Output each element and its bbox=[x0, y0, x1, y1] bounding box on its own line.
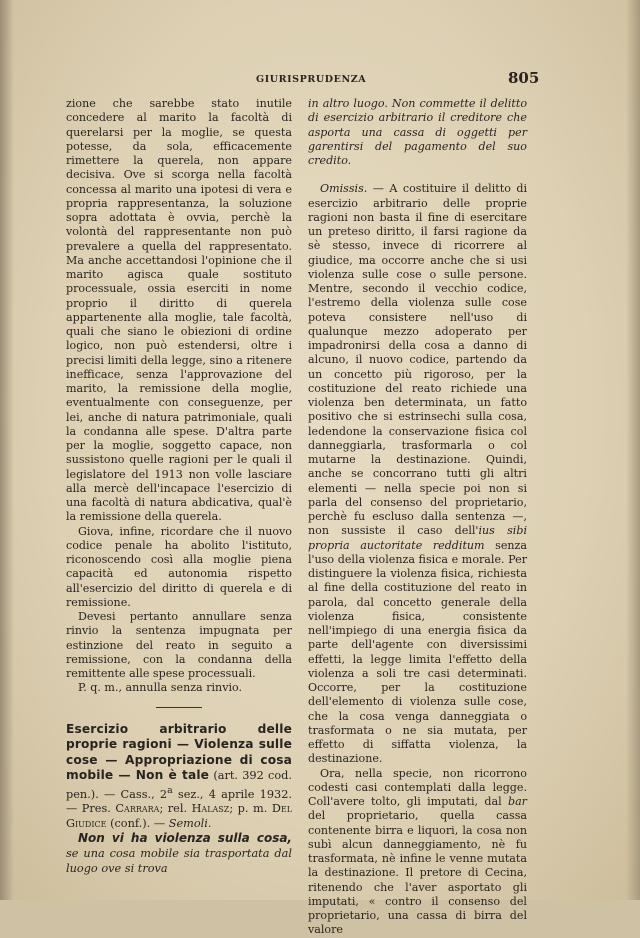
headnote-party: Semoli. bbox=[168, 816, 212, 830]
page-edge-shadow-left bbox=[0, 0, 14, 900]
bar-word: bar bbox=[507, 795, 527, 808]
headnote-title: Esercizio arbitrario delle proprie ragioni — Violenza sulle cose — Appropriazione di cosa mobile — Non è tale bbox=[66, 721, 292, 783]
page-number: 805 bbox=[508, 69, 540, 87]
omissis-label: Omissis. bbox=[320, 182, 368, 196]
headnote-rapporteur: Halasz bbox=[191, 802, 230, 816]
paragraph-ruling: P. q. m., annulla senza rinvio. bbox=[78, 681, 243, 695]
headnote-rel-label: ; rel. bbox=[159, 802, 188, 816]
page-edge-shadow-right bbox=[626, 0, 640, 900]
headnote-superscript: a bbox=[167, 784, 173, 796]
maxim-continuation: in altro luogo. Non commette il delitto di esercizio arbitrario il creditore che asporta una cassa di oggetti per garentirsi del pagamento del suo credito. bbox=[308, 97, 527, 167]
headnote-president: Carrara bbox=[115, 802, 160, 816]
section-divider bbox=[156, 707, 202, 708]
headnote-citation: (art. 392 cod. pen.). — Cass., 2 bbox=[66, 769, 292, 801]
left-column bbox=[66, 97, 292, 876]
section-title: GIURISPRUDENZA bbox=[256, 74, 367, 85]
paragraph-continued: zione che sarebbe stato inutile concedere al marito la facoltà di querelarsi per la moglie, se questa potesse, da sola, efficacemente rimettere la querela, non appare decisiva. Ove si scorga nella facoltà concessa al marito una ipotesi di vera e propria rappresentanza, la soluzione sopra adottata è ovvia, perchè la volontà del rappresentante non può prevalere a quella del rappresentato. Ma anche accettandosi l'opinione che il marito agisca quale sostituto processuale, ossia eserciti in nome proprio il diritto di querela appartenente alla moglie, tale facoltà, quali che siano le obiezioni di ordine logico, non può estendersi, oltre i precisi limiti della legge, sino a ritenere inefficace, senza l'approvazione del marito, la remissione della moglie, eventualmente con conseguenze, per lei, anche di natura patrimoniale, quali la condanna alle spese. D'altra parte per la moglie, soggetto capace, non sussistono quelle ragioni per le quali il legislatore del 1913 non volle lasciare alla mercè dell'incapace l'esercizio di una facoltà di natura abdicativa, qual'è la remissione della querela. bbox=[66, 97, 292, 524]
omissis-text-end: senza l'uso della violenza fisica e morale. Per distinguere la violenza fisica, richiesta al fine della costituzione del reato in parola, dal concetto generale della violenza fisica, consistente nell'impiego di una energia fisica da parte dell'agente con diversissimi effetti, la legge limita l'effetto della violenza a soli tre casi determinati. Occorre, per la costituzione dell'elemento di violenza sulle cose, che la cosa venga danneggiata o trasformata o ne sia mutata, per effetto di siffatta violenza, la destinazione. bbox=[308, 538, 527, 766]
headnote-citation-date: sez., 4 aprile 1932. — Pres. bbox=[66, 787, 292, 816]
headnote-pm-label: ; p. m. bbox=[229, 802, 268, 816]
facts-text-a: Ora, nella specie, non ricorrono codesti casi contemplati dalla legge. Coll'avere tolto, gli imputati, dal bbox=[308, 766, 527, 808]
right-column bbox=[308, 97, 527, 938]
latin-phrase: ius sibi propria auctoritate redditum bbox=[308, 524, 527, 552]
maxim-lead: Non vi ha violenza sulla cosa, bbox=[78, 831, 292, 846]
paragraph-facts bbox=[308, 767, 527, 938]
headnote-conf: (conf.). — bbox=[110, 816, 166, 830]
paragraph-conclusion: Devesi pertanto annullare senza rinvio la sentenza impugnata per estinzione del reato in seguito a remissione, con la condanna della remittente alle spese processuali. bbox=[66, 610, 292, 680]
case-maxim bbox=[66, 831, 292, 876]
paragraph-omissis bbox=[308, 182, 527, 766]
omissis-text: — A costituire il delitto di esercizio arbitrario delle proprie ragioni non basta il fine di esercitare un preteso diritto, il farsi ragione da sè stesso, invece di ricorrere al giudice, ma occorre anche che si usi violenza sulle cose o sulle persone. Mentre, secondo il vecchio codice, l'estremo della violenza sulle cose poteva consistere nell'uso di qualunque mezzo adoperato per impadronirsi della cosa a danno di alcuno, il nuovo codice, partendo da un concetto più rigoroso, per la costituzione del reato richiede una violenza ben determinata, un fatto positivo che si estrinsechi sulla cosa, ledendone la conservazione fisica col danneggiarla, trasformarla o col mutarne la destinazione. Quindi, anche se concorrano tutti gli altri elementi — nella specie poi non si parla del consenso del proprietario, perchè fu escluso dalla sentenza —, non sussiste il caso dell' bbox=[308, 182, 527, 538]
maxim-text: se una cosa mobile sia trasportata dal luogo ove si trova bbox=[66, 847, 292, 875]
running-header bbox=[0, 69, 640, 92]
facts-text-b: del proprietario, quella cassa contenente birra e liquori, la cosa non subì alcun danneggiamento, nè fu trasformata, nè infine le venne mutata la destinazione. Il pretore di Cecina, ritenendo che l'aver asportato gli imputati, « contro il consenso del proprietario, una cassa di birra del valore bbox=[308, 809, 527, 937]
case-headnote bbox=[66, 722, 292, 832]
paragraph-new-code: Giova, infine, ricordare che il nuovo codice penale ha abolito l'istituto, riconoscendo così alla moglie piena capacità ed autonomia rispetto all'esercizio del diritto di querela e di remissione. bbox=[66, 524, 292, 609]
headnote-prosecutor: Del Giudice bbox=[66, 802, 293, 830]
